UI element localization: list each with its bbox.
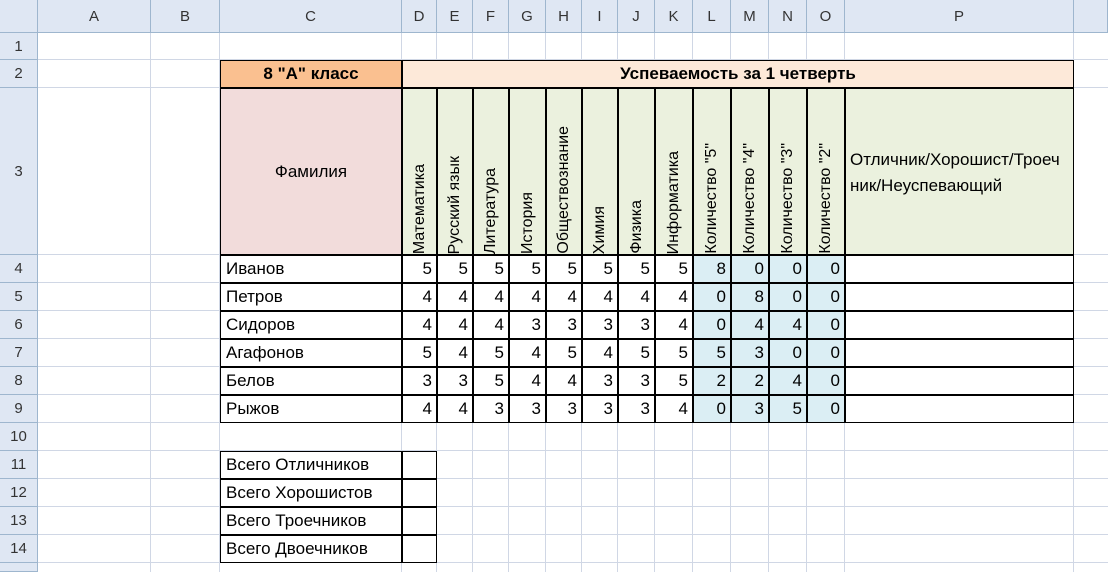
class-label[interactable]: 8 "А" класс	[220, 60, 402, 88]
grade-cell[interactable]: 3	[618, 395, 655, 423]
subject-header[interactable]	[655, 88, 693, 255]
count-cell[interactable]: 4	[769, 311, 807, 339]
column-header-C[interactable]: C	[220, 0, 402, 33]
grade-cell[interactable]: 5	[618, 339, 655, 367]
count-cell[interactable]: 0	[769, 283, 807, 311]
column-header-G[interactable]: G	[509, 0, 546, 33]
column-header-I[interactable]: I	[582, 0, 618, 33]
subject-header-label: Математика	[410, 163, 428, 254]
grade-cell[interactable]: 3	[473, 395, 509, 423]
count-cell[interactable]: 3	[731, 339, 769, 367]
summary-label[interactable]: Всего Хорошистов	[220, 479, 402, 507]
grade-cell[interactable]: 5	[618, 255, 655, 283]
subject-header[interactable]	[618, 88, 655, 255]
grade-cell[interactable]: 4	[509, 283, 546, 311]
grade-cell[interactable]: 3	[509, 395, 546, 423]
row-header-4[interactable]: 4	[0, 255, 38, 283]
column-header-M[interactable]: M	[731, 0, 769, 33]
gridline	[38, 562, 1108, 563]
row-header-13[interactable]: 13	[0, 507, 38, 535]
subject-header-label: Литература	[482, 167, 499, 254]
count-cell[interactable]: 0	[693, 311, 731, 339]
grade-cell[interactable]: 4	[618, 283, 655, 311]
grade-cell[interactable]: 4	[546, 367, 582, 395]
gridline	[38, 478, 1108, 479]
grade-cell[interactable]: 4	[437, 395, 473, 423]
grade-cell[interactable]: 4	[582, 339, 618, 367]
subject-header-label: Обществознание	[555, 126, 572, 254]
subject-header[interactable]	[693, 88, 731, 255]
count-cell[interactable]: 0	[807, 255, 845, 283]
grade-cell[interactable]: 5	[655, 255, 693, 283]
subject-header-label: Физика	[627, 200, 645, 254]
subject-header-label: Информатика	[665, 150, 682, 254]
grade-cell[interactable]: 5	[509, 255, 546, 283]
subject-header[interactable]	[509, 88, 546, 255]
status-cell[interactable]	[845, 283, 1074, 311]
subject-header-label: Количество "4"	[741, 143, 758, 254]
status-cell[interactable]	[845, 255, 1074, 283]
grade-cell[interactable]: 4	[473, 311, 509, 339]
column-header-blank	[1074, 0, 1108, 33]
grade-cell[interactable]: 4	[509, 367, 546, 395]
count-cell[interactable]: 0	[731, 255, 769, 283]
grade-cell[interactable]: 5	[473, 255, 509, 283]
subject-header[interactable]	[731, 88, 769, 255]
grade-cell[interactable]: 4	[582, 283, 618, 311]
row-header-7[interactable]: 7	[0, 339, 38, 367]
grade-cell[interactable]: 4	[437, 311, 473, 339]
count-cell[interactable]: 0	[807, 367, 845, 395]
grade-cell[interactable]: 5	[402, 339, 437, 367]
gridline	[38, 450, 1108, 451]
count-cell[interactable]: 2	[731, 367, 769, 395]
subject-header-label: Количество "3"	[779, 143, 796, 254]
grade-cell[interactable]: 5	[473, 339, 509, 367]
row-header-10[interactable]: 10	[0, 423, 38, 451]
status-cell[interactable]	[845, 311, 1074, 339]
summary-value[interactable]	[402, 535, 437, 563]
grade-cell[interactable]: 5	[473, 367, 509, 395]
status-cell[interactable]	[845, 339, 1074, 367]
count-cell[interactable]: 0	[807, 311, 845, 339]
row-header-5[interactable]: 5	[0, 283, 38, 311]
grade-cell[interactable]: 5	[655, 339, 693, 367]
column-header-O[interactable]: O	[807, 0, 845, 33]
count-cell[interactable]: 5	[693, 339, 731, 367]
subject-header-label: Количество "2"	[817, 143, 834, 254]
surname-header[interactable]: Фамилия	[220, 88, 402, 255]
row-header-9[interactable]: 9	[0, 395, 38, 423]
count-cell[interactable]: 0	[807, 283, 845, 311]
gridline	[150, 33, 151, 572]
grade-cell[interactable]: 3	[546, 311, 582, 339]
column-header-P[interactable]: P	[845, 0, 1074, 33]
student-name[interactable]: Иванов	[220, 255, 402, 283]
count-cell[interactable]: 8	[693, 255, 731, 283]
grade-cell[interactable]: 3	[618, 367, 655, 395]
column-header-F[interactable]: F	[473, 0, 509, 33]
row-header-3[interactable]: 3	[0, 88, 38, 255]
student-name[interactable]: Петров	[220, 283, 402, 311]
subject-header[interactable]	[807, 88, 845, 255]
grade-cell[interactable]: 4	[655, 311, 693, 339]
grade-cell[interactable]: 4	[402, 395, 437, 423]
subject-header-label: Химия	[591, 205, 608, 254]
grade-cell[interactable]: 4	[473, 283, 509, 311]
count-cell[interactable]: 0	[693, 395, 731, 423]
subject-header[interactable]	[437, 88, 473, 255]
row-header-6[interactable]: 6	[0, 311, 38, 339]
summary-label[interactable]: Всего Двоечников	[220, 535, 402, 563]
grade-cell[interactable]: 3	[402, 367, 437, 395]
row-header-8[interactable]: 8	[0, 367, 38, 395]
select-all-corner[interactable]	[0, 0, 38, 33]
grade-cell[interactable]: 5	[546, 339, 582, 367]
subject-header-label: История	[518, 191, 536, 254]
subject-header[interactable]	[582, 88, 618, 255]
summary-label[interactable]: Всего Троечников	[220, 507, 402, 535]
column-header-B[interactable]: B	[151, 0, 220, 33]
count-cell[interactable]: 0	[807, 339, 845, 367]
grade-cell[interactable]: 4	[655, 395, 693, 423]
row-header-2[interactable]: 2	[0, 60, 38, 88]
column-header-H[interactable]: H	[546, 0, 582, 33]
row-header-1[interactable]: 1	[0, 33, 38, 60]
count-cell[interactable]: 0	[807, 395, 845, 423]
grade-cell[interactable]: 3	[582, 367, 618, 395]
grade-cell[interactable]: 5	[437, 255, 473, 283]
subject-header[interactable]	[473, 88, 509, 255]
row-header-11[interactable]: 11	[0, 451, 38, 479]
summary-value[interactable]	[402, 451, 437, 479]
student-name[interactable]: Рыжов	[220, 395, 402, 423]
student-name[interactable]: Белов	[220, 367, 402, 395]
column-header-D[interactable]: D	[402, 0, 437, 33]
subject-header[interactable]	[402, 88, 437, 255]
count-cell[interactable]: 2	[693, 367, 731, 395]
subject-header[interactable]	[546, 88, 582, 255]
gridline	[38, 534, 1108, 535]
grade-cell[interactable]: 5	[402, 255, 437, 283]
count-cell[interactable]: 4	[731, 311, 769, 339]
grade-cell[interactable]: 3	[509, 311, 546, 339]
summary-value[interactable]	[402, 507, 437, 535]
status-cell[interactable]	[845, 367, 1074, 395]
count-cell[interactable]: 5	[769, 395, 807, 423]
count-cell[interactable]: 3	[731, 395, 769, 423]
grade-cell[interactable]: 3	[546, 395, 582, 423]
subject-header-label: Русский язык	[446, 155, 463, 254]
grade-cell[interactable]: 4	[437, 283, 473, 311]
grade-cell[interactable]: 3	[618, 311, 655, 339]
student-name[interactable]: Агафонов	[220, 339, 402, 367]
grade-cell[interactable]: 5	[582, 255, 618, 283]
subject-header-label: Количество "5"	[703, 143, 720, 254]
column-header-A[interactable]: A	[38, 0, 151, 33]
student-name[interactable]: Сидоров	[220, 311, 402, 339]
summary-label[interactable]: Всего Отличников	[220, 451, 402, 479]
row-header-14[interactable]: 14	[0, 535, 38, 563]
grade-cell[interactable]: 4	[655, 283, 693, 311]
grade-cell[interactable]: 3	[582, 311, 618, 339]
grade-cell[interactable]: 4	[546, 283, 582, 311]
count-cell[interactable]: 0	[769, 255, 807, 283]
column-header-N[interactable]: N	[769, 0, 807, 33]
row-header-12[interactable]: 12	[0, 479, 38, 507]
grade-cell[interactable]: 5	[655, 367, 693, 395]
status-header[interactable]: Отличник/Хорошист/Троечник/Неуспевающий	[845, 88, 1074, 255]
row-header-blank	[0, 563, 38, 572]
column-header-K[interactable]: K	[655, 0, 693, 33]
grade-cell[interactable]: 3	[582, 395, 618, 423]
status-cell[interactable]	[845, 395, 1074, 423]
grade-cell[interactable]: 4	[509, 339, 546, 367]
count-cell[interactable]: 4	[769, 367, 807, 395]
grade-cell[interactable]: 5	[546, 255, 582, 283]
count-cell[interactable]: 0	[693, 283, 731, 311]
summary-value[interactable]	[402, 479, 437, 507]
grade-cell[interactable]: 4	[402, 283, 437, 311]
period-label[interactable]: Успеваемость за 1 четверть	[402, 60, 1074, 88]
column-header-J[interactable]: J	[618, 0, 655, 33]
grade-cell[interactable]: 4	[437, 339, 473, 367]
column-header-L[interactable]: L	[693, 0, 731, 33]
grade-cell[interactable]: 4	[402, 311, 437, 339]
gridline	[38, 506, 1108, 507]
subject-header[interactable]	[769, 88, 807, 255]
count-cell[interactable]: 8	[731, 283, 769, 311]
grade-cell[interactable]: 3	[437, 367, 473, 395]
column-header-E[interactable]: E	[437, 0, 473, 33]
count-cell[interactable]: 0	[769, 339, 807, 367]
